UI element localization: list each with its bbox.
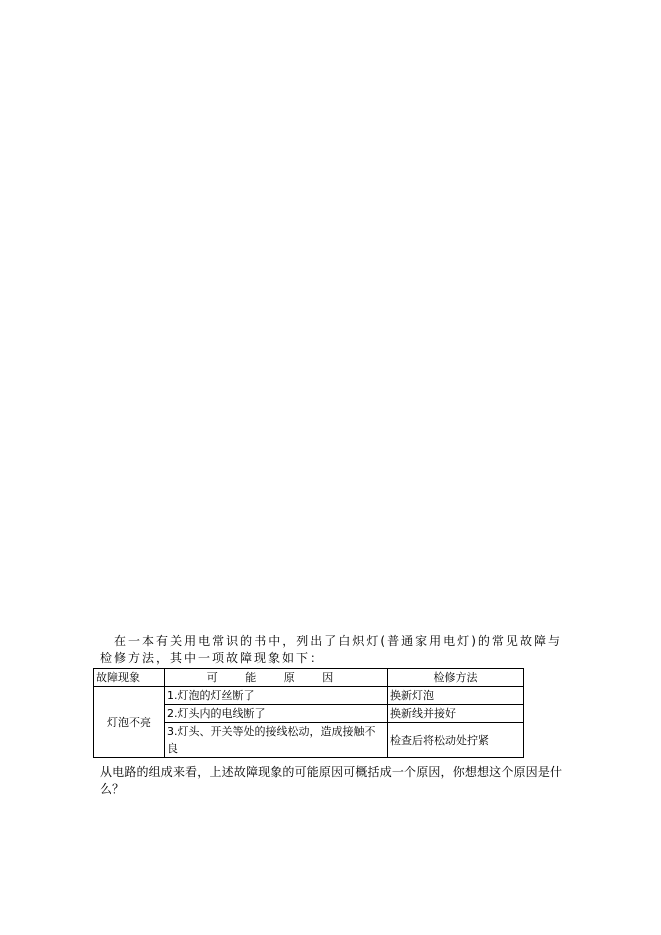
header-cause xyxy=(165,669,388,687)
fix-cell: 换新灯泡 xyxy=(388,687,524,705)
fault-table xyxy=(93,668,524,758)
table-header-row xyxy=(94,669,524,687)
cause-cell: 2.灯头内的电线断了 xyxy=(165,705,388,723)
fix-cell: 检查后将松动处拧紧 xyxy=(388,723,524,758)
cause-cell: 1.灯泡的灯丝断了 xyxy=(165,687,388,705)
header-symptom: 故障现象 xyxy=(94,669,165,687)
header-cause-label: 可 能 原 因 xyxy=(206,671,346,684)
cause-cell: 3.灯头、开关等处的接线松动，造成接触不良 xyxy=(165,723,388,758)
header-fix: 检修方法 xyxy=(388,669,524,687)
question-paragraph: 从电路的组成来看，上述故障现象的可能原因可概括成一个原因，你想想这个原因是什么？ xyxy=(100,765,562,796)
fix-cell: 换新线并接好 xyxy=(388,705,524,723)
intro-paragraph: 在一本有关用电常识的书中，列出了白炽灯(普通家用电灯)的常见故障与检修方法，其中一项故障现象如下： xyxy=(100,634,562,665)
symptom-cell: 灯泡不亮 xyxy=(94,687,165,758)
table-row xyxy=(94,687,524,705)
